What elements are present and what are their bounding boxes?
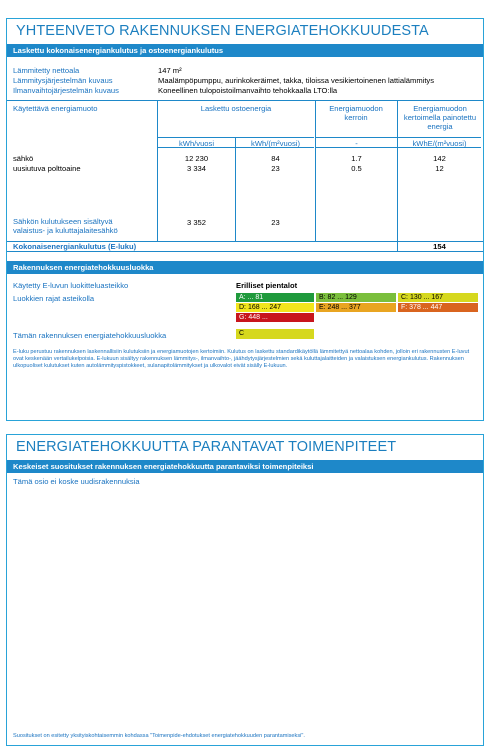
class-limit-5: F: 378 ... 447 xyxy=(398,303,478,312)
row-renewable-name: uusiutuva polttoaine xyxy=(13,164,81,173)
recommendations-footer: Suositukset on esitetty yksityiskohtaisemmin kohdassa "Toimenpide-ehdotukset energiatehokkuuden parantamiseksi". xyxy=(13,733,305,739)
aux-electricity-kwhm2: 23 xyxy=(271,218,280,227)
aux-electricity-kwh: 3 352 xyxy=(186,218,206,227)
summary-section xyxy=(6,18,484,421)
row-electricity-factor: 1.7 xyxy=(351,154,362,163)
row-renewable-kwhm2: 23 xyxy=(271,164,280,173)
class-limit-1: B: 82 ... 129 xyxy=(316,293,396,302)
col-divider-4 xyxy=(397,101,398,251)
unit-factor: - xyxy=(355,139,358,148)
row-renewable-kwh: 3 334 xyxy=(186,164,206,173)
unit-kwh: kWh/vuosi xyxy=(178,139,215,148)
total-label: Kokonaisenergiankulutus (E-luku) xyxy=(13,242,137,251)
scale-value: Erilliset pientalot xyxy=(236,281,298,290)
row-electricity-kwh: 12 230 xyxy=(184,154,209,163)
this-class-badge: C xyxy=(236,329,314,339)
unit-kwhm2: kWh/(m²vuosi) xyxy=(251,139,300,148)
header-weighted-energy: Energiamuodon kertoimella painotettu energia xyxy=(403,104,477,131)
scale-label: Käytetty E-luvun luokitteluasteikko xyxy=(13,281,129,290)
header-factor: Energiamuodon kerroin xyxy=(329,104,383,122)
ventilation-value: Koneellinen tulopoistoilmanvaihto tehokkaalla LTO:lla xyxy=(158,86,338,95)
class-limit-0: A: ... 81 xyxy=(236,293,314,302)
summary-title: YHTEENVETO RAKENNUKSEN ENERGIATEHOKKUUDESTA xyxy=(16,23,429,39)
header-purchased-energy: Laskettu ostoenergia xyxy=(200,104,272,113)
heated-area-value: 147 m² xyxy=(158,66,182,75)
heating-system-label: Lämmitysjärjestelmän kuvaus xyxy=(13,76,113,85)
class-limit-6: G: 448 ... xyxy=(236,313,314,322)
class-limit-2: C: 130 ... 167 xyxy=(398,293,478,302)
aux-electricity-label-2: valaistus- ja kuluttajalaitesähkö xyxy=(13,226,118,235)
header-energy-form: Käytettävä energiamuoto xyxy=(13,104,98,113)
limits-label: Luokkien rajat asteikolla xyxy=(13,294,95,303)
unit-rule-2 xyxy=(316,137,481,138)
row-renewable-weighted: 12 xyxy=(435,164,444,173)
recommendations-text: Tämä osio ei koske uudisrakennuksia xyxy=(13,477,140,486)
recommendations-bar: Keskeiset suositukset rakennuksen energiatehokkuutta parantaviksi toimenpiteiksi xyxy=(7,460,483,473)
row-electricity-weighted: 142 xyxy=(433,154,446,163)
row-electricity-kwhm2: 84 xyxy=(271,154,280,163)
heating-system-value: Maalämpöpumppu, aurinkokeräimet, takka, tiloissa vesikiertoinenen lattialämmitys xyxy=(158,76,435,85)
this-class-label: Tämän rakennuksen energiatehokkuusluokka xyxy=(13,331,167,340)
row-renewable-factor: 0.5 xyxy=(351,164,362,173)
class-limit-3: D: 168 ... 247 xyxy=(236,303,314,312)
improvements-section xyxy=(6,434,484,746)
consumption-bar: Laskettu kokonaisenergiankulutus ja ostoenergiankulutus xyxy=(7,44,483,57)
total-bottom-rule xyxy=(7,251,483,252)
unit-rule-1 xyxy=(158,137,314,138)
heated-area-label: Lämmitetty nettoala xyxy=(13,66,80,75)
class-limit-4: E: 248 ... 377 xyxy=(316,303,396,312)
total-value: 154 xyxy=(433,242,446,251)
table-top-rule xyxy=(7,100,483,101)
e-value-note: E-luku perustuu rakennuksen laskennallisiin kulutuksiin ja energiamuotojen kertoimiin. Kulutus on laskettu standardikäytöllä lämmitettyä nettoalaa kohden, jolloin eri rakennusten E-luvut ovat keskenään vertailukelpoisia. E-lukuun sisältyy rakennuksen lämmitys-, ilmanvaihto-, jäähdytysjärjestelmien sekä kuluttajalaitteiden ja valaistuksen energiankulutus. Rakennuksen ulkopuoliset kulutukset kuten autolämmityspistokkeet, sulanapitolämmitykset ja ulkovalot eivät sisälly E-lukuun. xyxy=(13,349,470,370)
energy-class-bar: Rakennuksen energiatehokkuusluokka xyxy=(7,261,483,274)
row-electricity-name: sähkö xyxy=(13,154,34,163)
improvements-title: ENERGIATEHOKKUUTTA PARANTAVAT TOIMENPITEET xyxy=(16,439,397,455)
aux-electricity-label-1: Sähkön kulutukseen sisältyvä xyxy=(13,217,113,226)
ventilation-label: Ilmanvaihtojärjestelmän kuvaus xyxy=(13,86,119,95)
unit-weighted: kWhE/(m²vuosi) xyxy=(412,139,467,148)
